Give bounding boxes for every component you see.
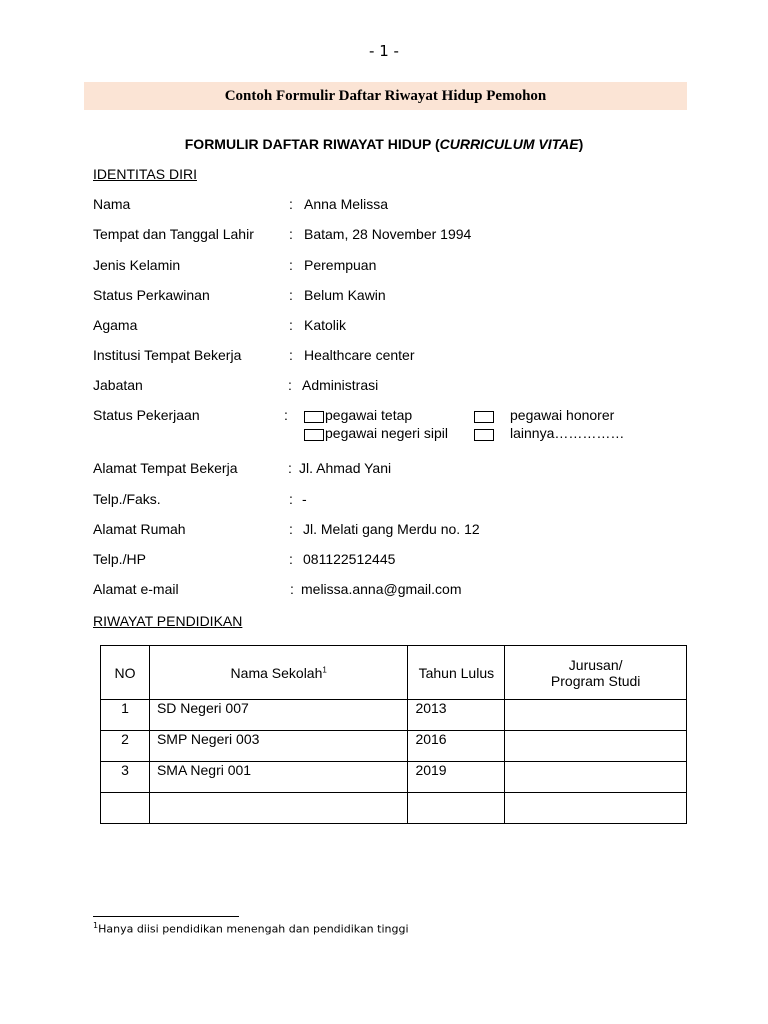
field-label-fax: Telp./Faks. (93, 491, 161, 507)
footnote-text: Hanya diisi pendidikan menengah dan pendidikan tinggi (98, 922, 409, 936)
cell-major (505, 793, 687, 824)
field-label-position: Jabatan (93, 377, 143, 393)
field-value-religion: Katolik (304, 317, 347, 333)
cell-no: 3 (101, 762, 150, 793)
field-value-birth: Batam, 28 November 1994 (304, 226, 472, 242)
checkbox-pegawai-honorer[interactable] (474, 411, 494, 423)
cell-no: 2 (101, 731, 150, 762)
field-value-phone: 081122512445 (303, 551, 396, 567)
header-major (505, 646, 687, 700)
field-value-fax: - (302, 491, 307, 507)
field-value-gender: Perempuan (304, 257, 377, 273)
option-lainnya: lainnya…………… (510, 425, 625, 441)
identity-heading: IDENTITAS DIRI (93, 166, 197, 182)
field-label-gender: Jenis Kelamin (93, 257, 181, 273)
field-label-home-address: Alamat Rumah (93, 521, 186, 537)
option-pegawai-tetap: pegawai tetap (325, 407, 413, 423)
cell-year (408, 793, 505, 824)
cell-year: 2013 (408, 700, 505, 731)
field-label-marital: Status Perkawinan (93, 287, 210, 303)
table-row (101, 731, 687, 762)
cell-school: SMA Negri 001 (149, 762, 408, 793)
field-label-birth: Tempat dan Tanggal Lahir (93, 226, 254, 242)
document-banner (84, 82, 687, 110)
table-row (101, 700, 687, 731)
field-label-work-address: Alamat Tempat Bekerja (93, 460, 238, 476)
field-colon: : (290, 581, 294, 597)
cell-no: 1 (101, 700, 150, 731)
checkbox-lainnya[interactable] (474, 429, 494, 441)
footnote-mark: 1 (93, 921, 99, 930)
field-colon: : (289, 196, 293, 212)
field-value-work-address: Jl. Ahmad Yani (299, 460, 392, 476)
education-heading: RIWAYAT PENDIDIKAN (93, 613, 243, 629)
field-label-religion: Agama (93, 317, 138, 333)
field-colon: : (289, 551, 293, 567)
header-major-line1: Jurusan/ (568, 656, 623, 673)
option-pegawai-negeri-sipil: pegawai negeri sipil (325, 425, 448, 441)
field-value-email: melissa.anna@gmail.com (301, 581, 462, 597)
table-row (101, 762, 687, 793)
field-label-institution: Institusi Tempat Bekerja (93, 347, 242, 363)
field-value-home-address: Jl. Melati gang Merdu no. 12 (303, 521, 480, 537)
cell-school: SMP Negeri 003 (149, 731, 408, 762)
table-header-row (101, 646, 687, 700)
cell-no (101, 793, 150, 824)
cell-major (505, 731, 687, 762)
form-title-prefix: FORMULIR DAFTAR RIWAYAT HIDUP ( (184, 136, 440, 152)
header-no: NO (101, 646, 150, 700)
header-school-label: Nama Sekolah (230, 664, 323, 681)
field-colon: : (289, 317, 293, 333)
checkbox-pegawai-tetap[interactable] (304, 411, 324, 423)
field-colon: : (289, 226, 293, 242)
employment-status-label: Status Pekerjaan (93, 407, 200, 423)
field-colon: : (288, 377, 292, 393)
cell-major (505, 762, 687, 793)
field-colon: : (289, 491, 293, 507)
field-label-nama: Nama (93, 196, 131, 212)
field-label-phone: Telp./HP (93, 551, 146, 567)
cell-year: 2016 (408, 731, 505, 762)
cell-school: SD Negeri 007 (149, 700, 408, 731)
footnote-divider (93, 916, 239, 917)
page-number: - 1 - (369, 42, 399, 60)
field-value-nama: Anna Melissa (304, 196, 389, 212)
form-title-suffix: ) (578, 136, 584, 152)
cell-school (149, 793, 408, 824)
field-label-email: Alamat e-mail (93, 581, 179, 597)
field-colon: : (289, 347, 293, 363)
cell-major (505, 700, 687, 731)
checkbox-pegawai-negeri-sipil[interactable] (304, 429, 324, 441)
education-table (100, 645, 687, 824)
footnote (93, 921, 409, 936)
footnote-ref: 1 (322, 664, 327, 674)
field-value-marital: Belum Kawin (304, 287, 386, 303)
cell-year: 2019 (408, 762, 505, 793)
field-colon: : (289, 287, 293, 303)
field-colon: : (289, 257, 293, 273)
field-value-institution: Healthcare center (304, 347, 415, 363)
option-pegawai-honorer: pegawai honorer (510, 407, 615, 423)
table-row (101, 793, 687, 824)
header-major-line2: Program Studi (550, 672, 641, 689)
banner-title: Contoh Formulir Daftar Riwayat Hidup Pemohon (224, 88, 547, 104)
field-colon: : (288, 460, 292, 476)
form-title-italic: CURRICULUM VITAE (439, 136, 579, 152)
field-colon: : (289, 521, 293, 537)
field-value-position: Administrasi (302, 377, 379, 393)
field-colon: : (284, 407, 288, 423)
header-year: Tahun Lulus (408, 646, 505, 700)
form-title (0, 136, 768, 152)
header-school (149, 646, 408, 700)
